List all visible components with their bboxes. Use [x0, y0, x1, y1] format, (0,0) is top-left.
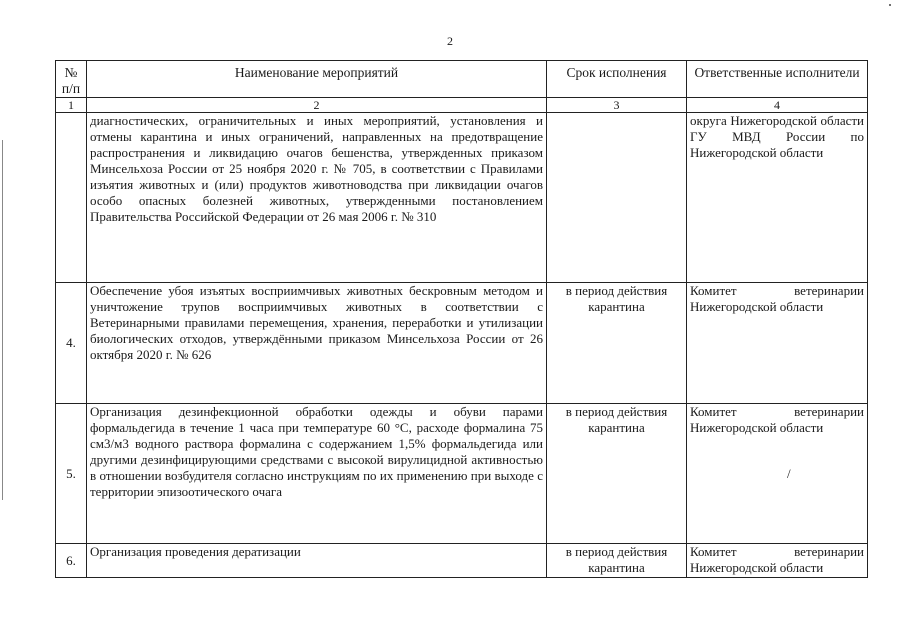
table-row: [56, 113, 868, 283]
header-resp: Ответственные исполнители: [687, 61, 868, 98]
header-num: № п/п: [56, 61, 87, 98]
row-number: 5.: [56, 404, 87, 544]
measure-name: Обеспечение убоя изъятых восприимчивых животных бескровным методом и уничтожение трупов восприимчивых животных в соответствии с Ветеринарными правилами перемещения, хранения, переработки и утилизации биологических отходов, утверждёнными приказом Минсельхоза России от 26 октября 2020 г. № 626: [87, 283, 547, 404]
page-number: 2: [447, 34, 453, 48]
col-number: 1: [56, 98, 87, 113]
measure-term: в период действия карантина: [547, 544, 687, 578]
col-number: 4: [687, 98, 868, 113]
column-numbers-row: [56, 98, 868, 113]
row-number: 6.: [56, 544, 87, 578]
measure-term: [547, 113, 687, 283]
table-row: [56, 404, 868, 544]
measure-responsible: Комитет ветеринарии Нижегородской области: [687, 404, 868, 544]
col-number: 3: [547, 98, 687, 113]
measure-name: Организация проведения дератизации: [87, 544, 547, 578]
measure-name: диагностических, ограничительных и иных мероприятий, установления и отмены карантина и иных ограничений, направленных на предотвращение распространения и ликвидацию очагов бешенства, утвержденных приказом Минсельхоза России от 25 ноября 2020 г. № 705, в соответствии с Правилами изъятия животных и (или) продуктов животноводства при ликвидации очагов особо опасных болезней животных, утвержденными постановлением Правительства Российской Федерации от 26 мая 2006 г. № 310: [87, 113, 547, 283]
table-row: [56, 544, 868, 578]
measure-name: Организация дезинфекционной обработки одежды и обуви парами формальдегида в течение 1 часа при температуре 60 °С, расходе формалина 75 см3/м3 водного раствора формалина с содержанием 1,5% формальдегида или другими дезинфицирующими средствами с высокой вирулицидной активностью в отношении возбудителя согласно инструкциям по их применению при выходе с территории эпизоотического очага: [87, 404, 547, 544]
measure-responsible: Комитет ветеринарии Нижегородской области: [687, 544, 868, 578]
row-number: 4.: [56, 283, 87, 404]
col-number: 2: [87, 98, 547, 113]
pen-mark: /: [787, 466, 791, 481]
header-term: Срок исполнения: [547, 61, 687, 98]
scan-dot: [889, 4, 891, 6]
measure-term: в период действия карантина: [547, 283, 687, 404]
measure-responsible: Комитет ветеринарии Нижегородской области: [687, 283, 868, 404]
table-row: [56, 283, 868, 404]
header-name: Наименование мероприятий: [87, 61, 547, 98]
measure-responsible: округа Нижегородской области ГУ МВД России по Нижегородской области: [687, 113, 868, 283]
measures-table: [55, 60, 868, 578]
row-number: [56, 113, 87, 283]
measure-term: в период действия карантина: [547, 404, 687, 544]
scan-edge-left: [2, 140, 3, 500]
header-row: [56, 61, 868, 98]
